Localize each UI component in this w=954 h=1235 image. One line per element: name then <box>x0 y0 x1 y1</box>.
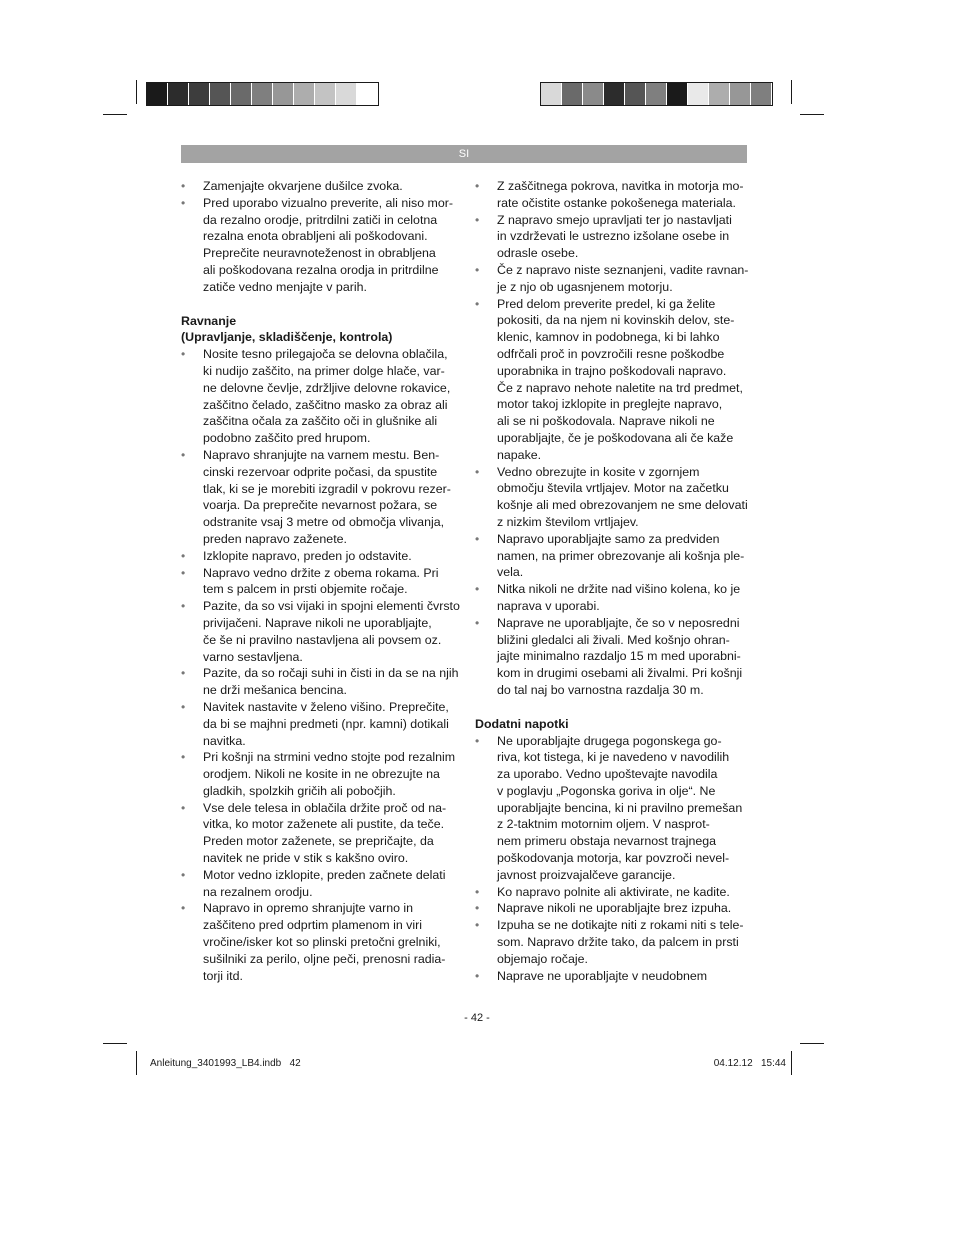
text-line: • Zamenjajte okvarjene dušilce zvoka. <box>203 179 403 193</box>
text-line: klenic, kamnov in podobnega, ki bi lahko <box>497 330 720 345</box>
text-line: • Napravo vedno držite z obema rokama. Pri <box>203 565 439 580</box>
color-swatch <box>646 83 667 105</box>
color-swatch <box>667 83 688 105</box>
bullet-item <box>181 548 453 565</box>
bullet-item <box>181 867 453 901</box>
text-line: je z njo ob ugasnjenem motorju. <box>497 279 673 294</box>
text-line: kom in drugimi osebami ali živalmi. Pri košnji <box>497 666 743 681</box>
text-line: • Vse dele telesa in oblačila držite proč od na- <box>203 800 447 815</box>
color-swatch <box>688 83 709 105</box>
text-line: • Ko napravo polnite ali aktivirate, ne kadite. <box>497 884 730 899</box>
color-swatch-bar-right <box>540 82 773 106</box>
language-header-bar <box>181 145 747 163</box>
bullet-item <box>181 195 453 296</box>
text-line: preden napravo zaženete. <box>203 531 347 546</box>
section-heading-dodatni-napotki: Dodatni napotki <box>475 716 569 731</box>
color-swatch <box>147 83 168 105</box>
crop-mark <box>791 1051 792 1075</box>
text-line: • Izklopite napravo, preden jo odstavite. <box>203 548 412 563</box>
text-line: motor takoj izklopite in preglejte napravo, <box>497 397 723 412</box>
color-swatch <box>562 83 583 105</box>
color-swatch <box>252 83 273 105</box>
text-line: • Vedno obrezujte in kosite v zgornjem <box>497 464 700 479</box>
text-line: zatiče vedno menjajte v parih. <box>203 279 367 294</box>
text-line: uporabnika in trajno poškodovali napravo. <box>497 363 727 378</box>
text-line: rezalna enota obrabljeni ali poškodovani. <box>203 229 428 244</box>
text-line: rate očistite ostanke pokošenega materiala. <box>497 195 737 210</box>
text-line: da rezalno orodje, pritrdilni zatiči in celotna <box>203 212 438 227</box>
text-line: • Naprave ne uporabljajte v neudobnem <box>497 968 708 983</box>
bullet-item <box>475 464 747 531</box>
text-line: če še ni pravilno nastavljena ali povsem oz. <box>203 632 442 647</box>
text-line: • Z zaščitnega pokrova, navitka in motorja mo- <box>497 179 744 193</box>
color-swatch <box>231 83 252 105</box>
intro-bullet-list <box>181 178 453 296</box>
text-line: v poglavju „Pogonska goriva in olje“. Ne <box>497 783 716 798</box>
safety-bullet-list <box>475 178 747 699</box>
bullet-item <box>181 598 460 665</box>
text-line: • Motor vedno izklopite, preden začnete delati <box>203 867 446 882</box>
bullet-item <box>181 665 459 699</box>
bullet-item <box>475 262 747 296</box>
text-line: • Pred uporabo vizualno preverite, ali niso mor- <box>203 195 454 210</box>
bullet-item <box>475 733 747 884</box>
text-line: bližini gledalci ali živali. Med košnjo ohran- <box>497 632 730 647</box>
text-line: zaščiteno pred odprtim plamenom in viri <box>203 918 422 933</box>
text-line: zaščitno čelado, zaščitno masko za obraz ali <box>203 397 448 412</box>
text-line: gladkih, spolzkih gričih ali pobočjih. <box>203 783 396 798</box>
text-line: javnost proizvajalčeve garancije. <box>497 867 676 882</box>
handling-bullet-list <box>181 346 460 984</box>
text-line: • Ne uporabljajte drugega pogonskega go- <box>497 733 722 748</box>
bullet-item <box>475 212 747 262</box>
color-swatch-bar-left <box>146 82 379 106</box>
crop-mark <box>136 80 137 104</box>
text-line: ali se ni poškodovala. Naprave nikoli ne <box>497 414 715 429</box>
text-line: varno sestavljena. <box>203 649 303 664</box>
text-line: • Navitek nastavite v želeno višino. Preprečite, <box>203 699 449 714</box>
right-column <box>475 178 747 984</box>
text-line: • Naprave ne uporabljajte, če so v neposredni <box>497 615 740 630</box>
text-line: namen, na primer obrezovanje ali košnja ple- <box>497 548 745 563</box>
text-line: • Izpuha se ne dotikajte niti z rokami niti s tele- <box>497 918 744 933</box>
text-line: vitka, ko motor zaženete ali pustite, da teče. <box>203 817 445 832</box>
text-line: • Z napravo smejo upravljati ter jo nastavljati <box>497 212 732 227</box>
text-line: navitek ne pride v stik s kakšno oviro. <box>203 851 409 866</box>
crop-mark <box>103 114 127 115</box>
text-line: na rezalnem orodju. <box>203 884 313 899</box>
additional-notes-bullet-list <box>475 733 747 985</box>
text-line: Preprečite neuravnoteženost in obrabljena <box>203 246 436 261</box>
bullet-item <box>181 699 453 749</box>
text-line: som. Napravo držite tako, da palcem in prsti <box>497 935 739 950</box>
color-swatch <box>751 83 772 105</box>
section-subheading: (Upravljanje, skladiščenje, kontrola) <box>181 330 393 345</box>
color-swatch <box>168 83 189 105</box>
bullet-item <box>475 178 747 212</box>
bullet-item <box>475 296 747 464</box>
bullet-item <box>475 531 747 581</box>
text-line: zaščitna očala za zaščito oči in glušnike ali <box>203 414 438 429</box>
text-line: podobno zaščito pred hrupom. <box>203 431 371 446</box>
text-line: sušilniki za perilo, oljne peči, prenosni radia- <box>203 951 446 966</box>
bullet-item <box>181 900 453 984</box>
bullet-item <box>475 917 747 967</box>
text-line: za uporabo. Vedno upoštevajte navodila <box>497 767 718 782</box>
text-line: • Pazite, da so vsi vijaki in spojni elementi čvrsto <box>203 599 460 614</box>
spacer <box>181 296 453 313</box>
text-line: pokositi, da na njem ni kovinskih delov, ste- <box>497 313 735 328</box>
text-line: uporabljajte, če je poškodovana ali če kaže <box>497 430 734 445</box>
color-swatch <box>210 83 231 105</box>
color-swatch <box>357 83 378 105</box>
spacer <box>475 699 747 716</box>
crop-mark <box>800 114 824 115</box>
text-line: z 2-taktnim motornim oljem. V nasprot- <box>497 817 710 832</box>
text-line: naprava v uporabi. <box>497 598 600 613</box>
text-line: • Pri košnji na strmini vedno stojte pod rezalnim <box>203 750 456 765</box>
text-line: območju števila vrtljajev. Motor na začetku <box>497 481 729 496</box>
text-line: • Nosite tesno prilegajoča se delovna oblačila, <box>203 347 448 362</box>
text-line: • Naprave nikoli ne uporabljajte brez izpuha. <box>497 901 732 916</box>
text-line: • Napravo in opremo shranjujte varno in <box>203 901 414 916</box>
page-number: - 42 - <box>464 1012 490 1024</box>
section-heading-ravnanje: Ravnanje <box>181 313 237 328</box>
text-line: voarja. Da preprečite nevarnost požara, se <box>203 498 438 513</box>
text-line: vročine/isker kot so plinski pretočni grelniki, <box>203 935 441 950</box>
text-line: ki nudijo zaščito, na primer dolge hlače, var- <box>203 363 445 378</box>
text-line: do tal naj bo varnostna razdalja 30 m. <box>497 682 704 697</box>
left-column <box>181 178 460 984</box>
text-line: orodjem. Nikoli ne kosite in ne obrezujte na <box>203 767 440 782</box>
crop-mark <box>791 80 792 104</box>
text-line: cinski rezervoar odprite počasi, da spustite <box>203 464 438 479</box>
text-line: Preden motor zaženete, se prepričajte, da <box>203 834 434 849</box>
color-swatch <box>315 83 336 105</box>
text-line: odstranite vsaj 3 metre od območja vlivanja, <box>203 515 445 530</box>
text-line: napake. <box>497 447 542 462</box>
bullet-item <box>475 884 747 901</box>
color-swatch <box>583 83 604 105</box>
text-line: poškodovanja motorja, kar povzroči nevel- <box>497 851 730 866</box>
bullet-item <box>181 749 456 799</box>
color-swatch <box>730 83 751 105</box>
text-line: tem s palcem in prsti objemite ročaje. <box>203 582 408 597</box>
text-line: ne delovne čevlje, zdržljive delovne rokavice, <box>203 380 451 395</box>
text-line: vela. <box>497 565 524 580</box>
text-line: ne drži mešanica bencina. <box>203 683 347 698</box>
bullet-item <box>475 900 747 917</box>
bullet-item <box>475 968 747 985</box>
text-line: in vzdrževati le ustrezno izšolane osebe in <box>497 229 730 244</box>
text-line: • Pazite, da so ročaji suhi in čisti in da se na njih <box>203 666 459 681</box>
text-line: Če z napravo nehote naletite na trd predmet, <box>497 380 743 395</box>
text-line: • Napravo shranjujte na varnem mestu. Ben- <box>203 447 440 462</box>
color-swatch <box>294 83 315 105</box>
file-info: Anleitung_3401993_LB4.indb 42 <box>150 1058 301 1069</box>
text-line: odfrčali proč in povzročili resne poškodbe <box>497 346 725 361</box>
color-swatch <box>709 83 730 105</box>
text-line: da bi se majhni predmeti (npr. kamni) dotikali <box>203 716 449 731</box>
text-line: • Napravo uporabljajte samo za predviden <box>497 531 720 546</box>
color-swatch <box>189 83 210 105</box>
color-swatch <box>604 83 625 105</box>
text-line: tlak, ki se je morebiti izgradil v pokrovu rezer- <box>203 481 451 496</box>
bullet-item <box>475 615 747 699</box>
text-line: z nizkim številom vrtljajev. <box>497 514 639 529</box>
bullet-item <box>181 346 453 447</box>
text-line: uporabljajte bencina, ki ni pravilno premešan <box>497 800 743 815</box>
text-line: nem primeru obstaja nevarnost trajnega <box>497 834 717 849</box>
language-label: SI <box>458 148 470 160</box>
text-line: jajte minimalno razdaljo 15 m med uporabni- <box>497 649 741 664</box>
text-line: • Nitka nikoli ne držite nad višino kolena, ko je <box>497 582 741 597</box>
text-line: • Če z napravo niste seznanjeni, vadite ravnan- <box>497 262 749 277</box>
text-line: odrasle osebe. <box>497 246 579 261</box>
text-line: riva, kot tistega, ki je navedeno v navodilih <box>497 750 730 765</box>
bullet-item <box>475 581 747 615</box>
text-line: torji itd. <box>203 968 243 983</box>
text-line: navitka. <box>203 733 246 748</box>
date-info: 04.12.12 15:44 <box>713 1058 786 1069</box>
color-swatch <box>336 83 357 105</box>
text-line: košnje ali med obrezovanjem ne sme delovati <box>497 498 748 513</box>
crop-mark <box>800 1043 824 1044</box>
crop-mark <box>103 1043 127 1044</box>
bullet-item <box>181 178 453 195</box>
bullet-item <box>181 800 453 867</box>
bullet-item <box>181 447 453 548</box>
text-line: ali poškodovana rezalna orodja in pritrdilne <box>203 262 439 277</box>
text-line: privijačeni. Naprave nikoli ne uporabljajte, <box>203 615 432 630</box>
color-swatch <box>541 83 562 105</box>
color-swatch <box>625 83 646 105</box>
text-line: objemajo ročaje. <box>497 951 588 966</box>
text-line: • Pred delom preverite predel, ki ga želite <box>497 296 716 311</box>
color-swatch <box>273 83 294 105</box>
crop-mark <box>136 1051 137 1075</box>
bullet-item <box>181 565 453 599</box>
